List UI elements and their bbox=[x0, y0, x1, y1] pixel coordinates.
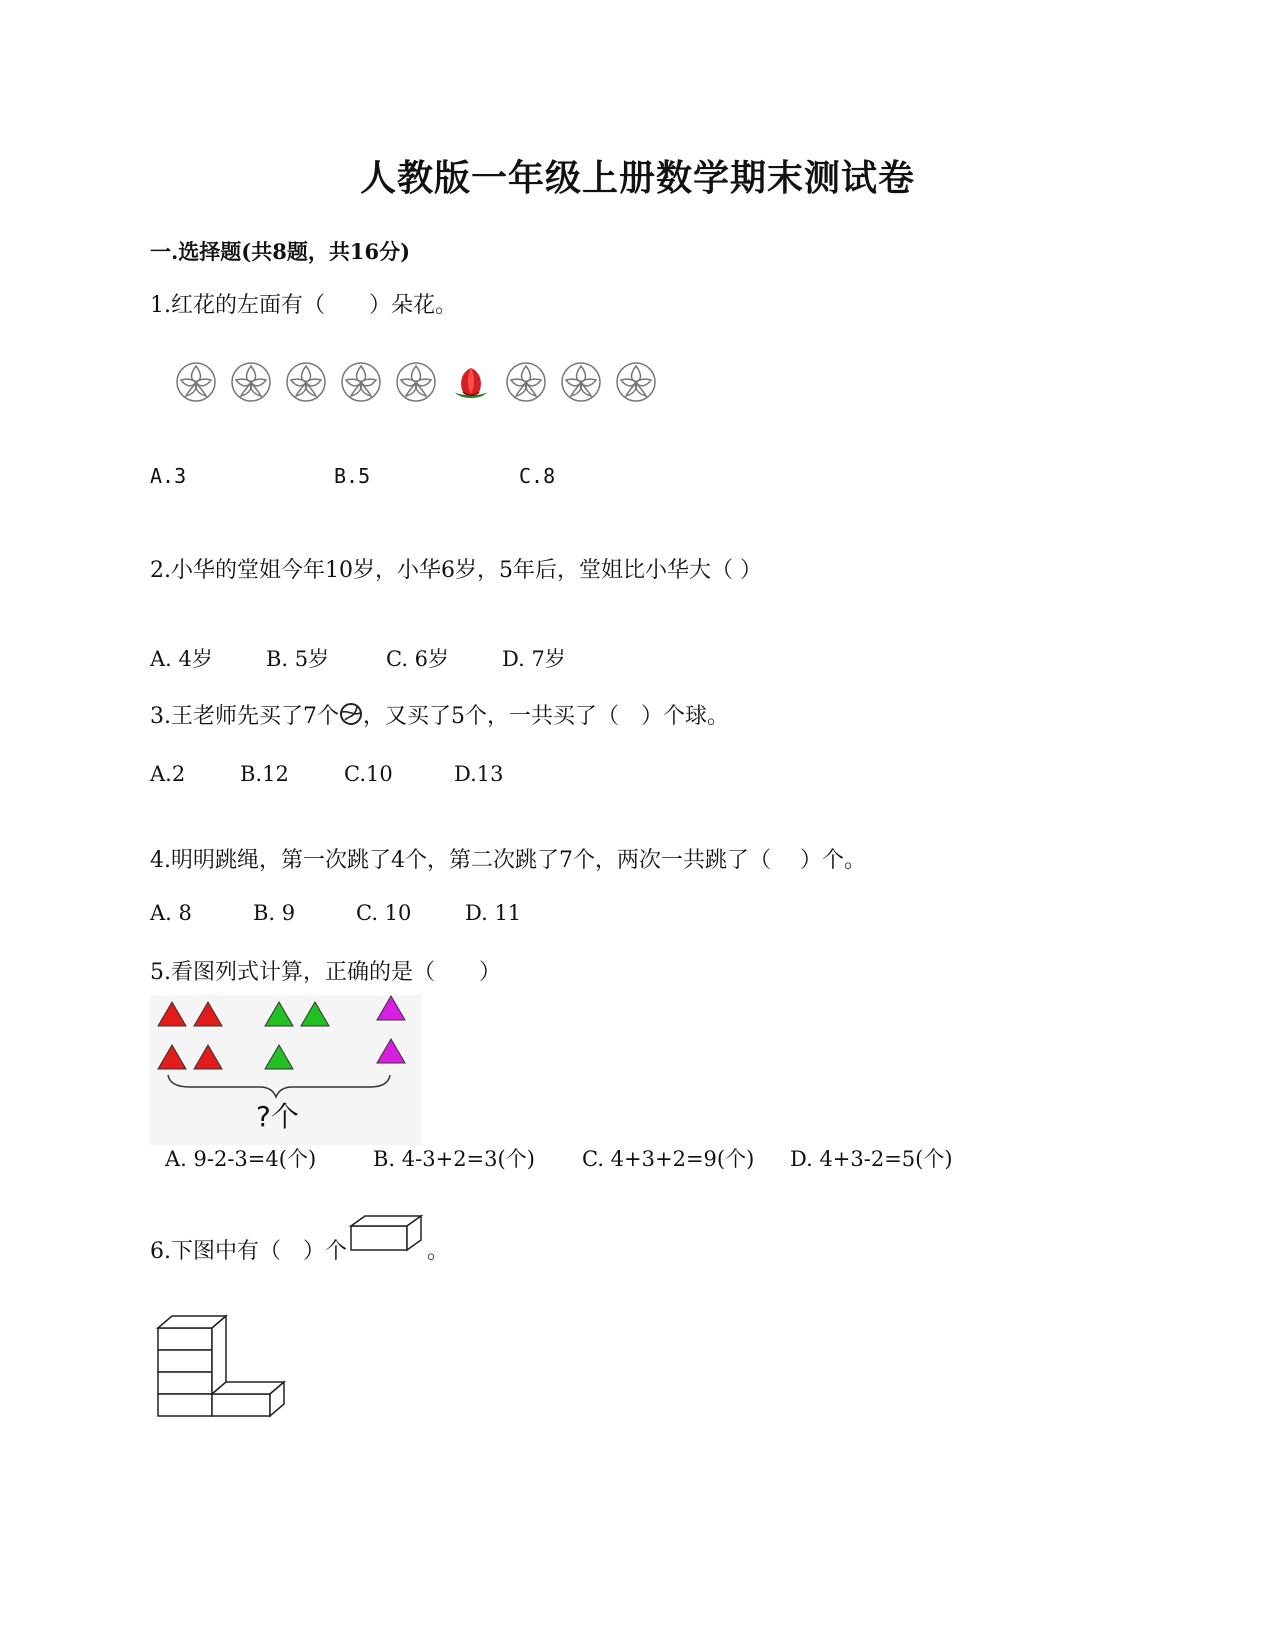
q2-option-a[interactable]: A. 4岁 bbox=[150, 647, 213, 671]
question-3-text bbox=[150, 699, 729, 730]
red-flower-icon bbox=[447, 358, 495, 406]
flower-icon bbox=[612, 358, 660, 406]
ball-icon bbox=[339, 702, 363, 726]
section-heading: 一.选择题(共8题，共16分) bbox=[150, 239, 411, 264]
q3-text-before: 3.王老师先买了7个 bbox=[150, 704, 339, 729]
q1-option-a[interactable]: A.3 bbox=[150, 464, 187, 488]
q5-option-b[interactable]: B. 4-3+2=3(个) bbox=[373, 1147, 535, 1171]
flower-icon bbox=[392, 358, 440, 406]
flower-icon bbox=[337, 358, 385, 406]
q1-option-c[interactable]: C.8 bbox=[519, 464, 556, 488]
question-6-text bbox=[150, 1212, 449, 1265]
cuboid-stack-drawing bbox=[150, 1305, 300, 1425]
question-2-text: 2.小华的堂姐今年10岁，小华6岁，5年后，堂姐比小华大（ ） bbox=[150, 558, 762, 583]
question-5-text: 5.看图列式计算，正确的是（ ） bbox=[150, 960, 501, 985]
flower-icon bbox=[172, 358, 220, 406]
q1-option-b[interactable]: B.5 bbox=[334, 464, 371, 488]
q6-text-after: 。 bbox=[427, 1239, 450, 1264]
q3-option-a[interactable]: A.2 bbox=[150, 762, 186, 786]
figure-label: ?个 bbox=[256, 1100, 299, 1133]
q5-option-d[interactable]: D. 4+3-2=5(个) bbox=[790, 1147, 953, 1171]
q3-text-after: ，又买了5个，一共买了（ ）个球。 bbox=[363, 704, 729, 729]
page-title: 人教版一年级上册数学期末测试卷 bbox=[359, 157, 915, 199]
cuboid-icon bbox=[347, 1212, 427, 1254]
q6-text-before: 6.下图中有（ ）个 bbox=[150, 1239, 347, 1264]
q4-option-c[interactable]: C. 10 bbox=[356, 901, 412, 925]
cuboid-stack-figure bbox=[150, 1305, 300, 1429]
flower-icon bbox=[557, 358, 605, 406]
q5-option-a[interactable]: A. 9-2-3=4(个) bbox=[165, 1147, 317, 1171]
q3-option-d[interactable]: D.13 bbox=[454, 762, 504, 786]
q4-option-a[interactable]: A. 8 bbox=[150, 901, 192, 925]
q4-option-d[interactable]: D. 11 bbox=[465, 901, 522, 925]
triangles-figure bbox=[150, 995, 422, 1145]
q3-option-c[interactable]: C.10 bbox=[344, 762, 393, 786]
question-1-text: 1.红花的左面有（ ）朵花。 bbox=[150, 293, 457, 318]
flower-icon bbox=[502, 358, 550, 406]
q2-option-c[interactable]: C. 6岁 bbox=[386, 647, 450, 671]
q4-option-b[interactable]: B. 9 bbox=[253, 901, 296, 925]
flower-icon bbox=[282, 358, 330, 406]
question-4-text: 4.明明跳绳，第一次跳了4个，第二次跳了7个，两次一共跳了（ ）个。 bbox=[150, 848, 866, 873]
q5-option-c[interactable]: C. 4+3+2=9(个) bbox=[582, 1147, 755, 1171]
q2-option-b[interactable]: B. 5岁 bbox=[266, 647, 330, 671]
flower-icon bbox=[227, 358, 275, 406]
q3-option-b[interactable]: B.12 bbox=[240, 762, 289, 786]
q2-option-d[interactable]: D. 7岁 bbox=[502, 647, 566, 671]
